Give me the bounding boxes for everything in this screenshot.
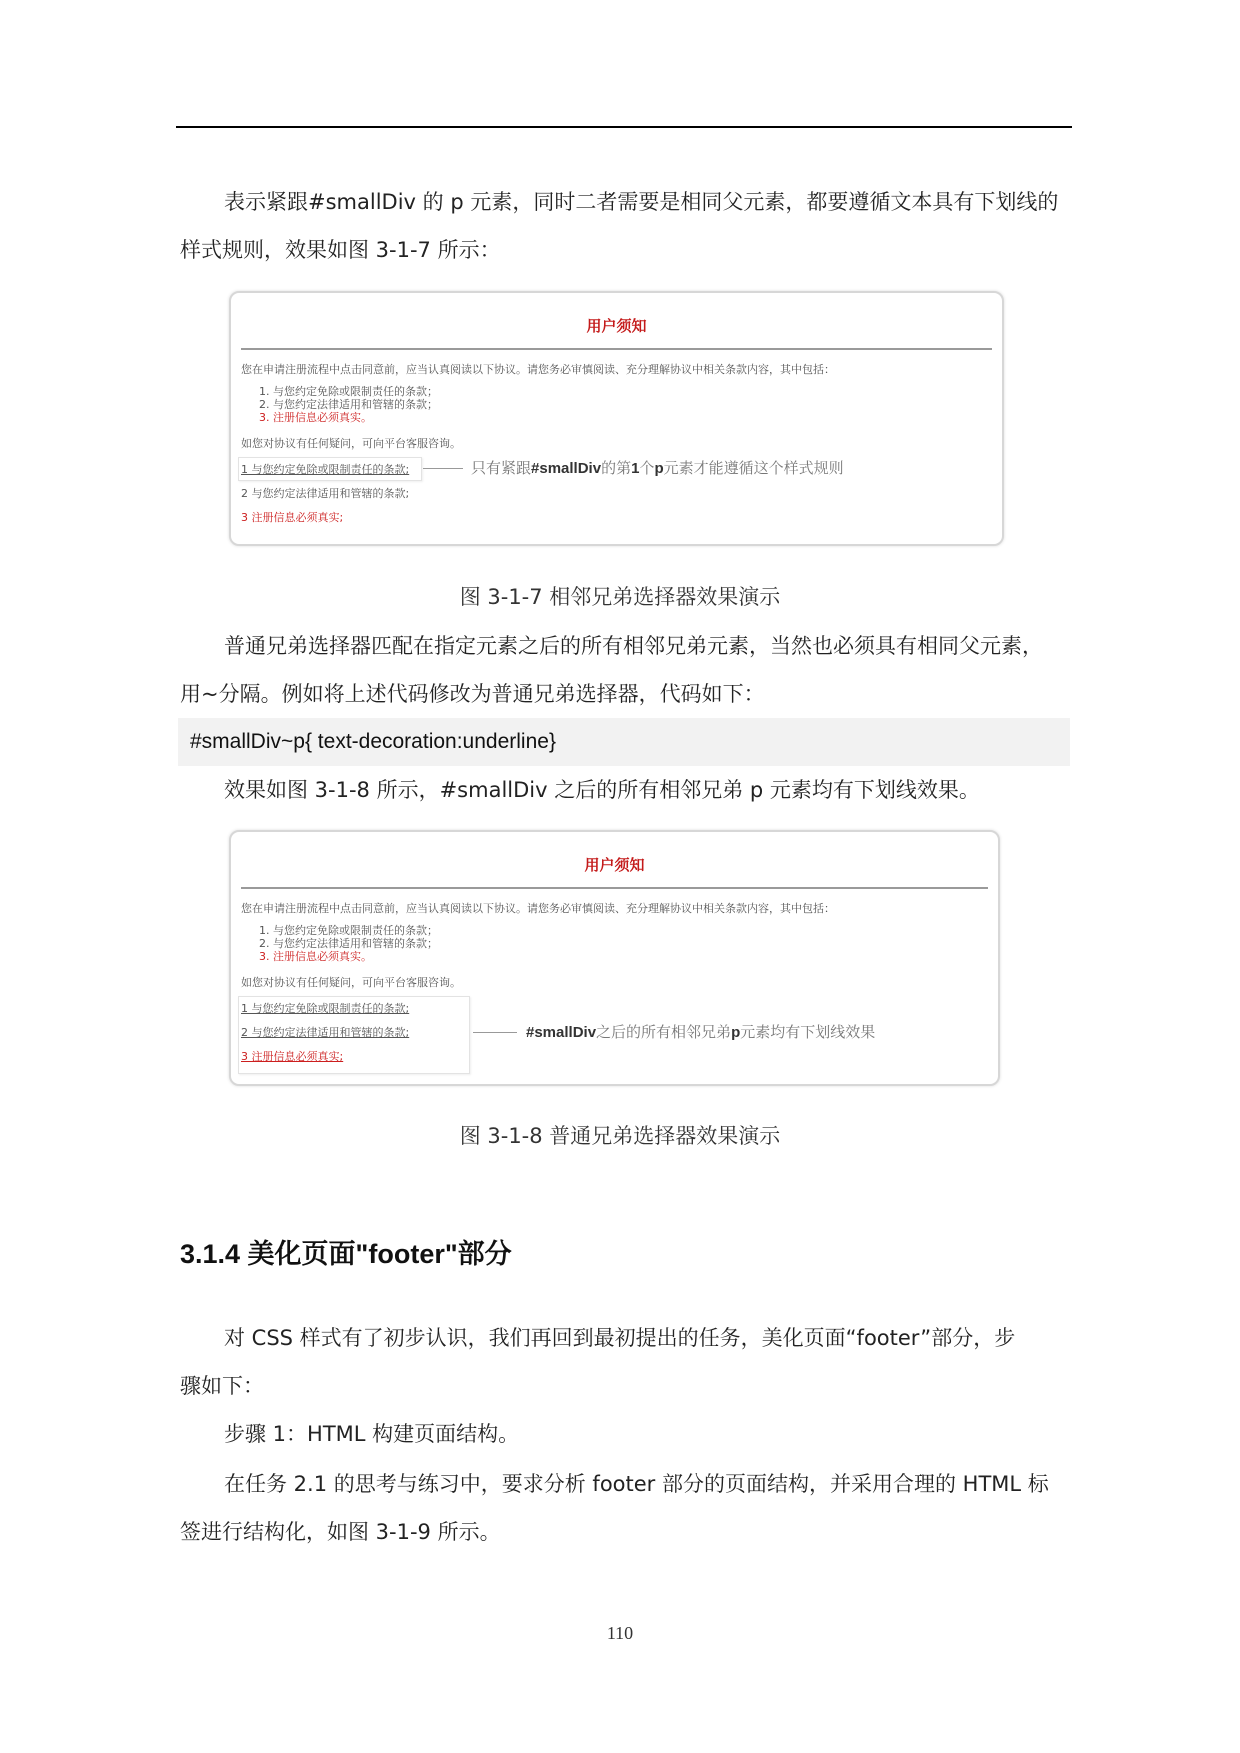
figure-intro: 您在申请注册流程中点击同意前，应当认真阅读以下协议。请您务必审慎阅读、充分理解协议中相关条款内容，其中包括： xyxy=(241,363,835,376)
paragraph-2-line-2: 用~分隔。例如将上述代码修改为普通兄弟选择器，代码如下： xyxy=(180,682,765,706)
sibling-p-3: 3 注册信息必须真实; xyxy=(241,511,344,524)
figure-title-rule xyxy=(241,887,988,889)
paragraph-1-line-1: 表示紧跟#smallDiv 的 p 元素，同时二者需要是相同父元素，都要遵循文本具有下划线的 xyxy=(224,190,1059,214)
paragraph-1-line-2: 样式规则，效果如图 3-1-7 所示： xyxy=(180,238,501,262)
paragraph-2 xyxy=(180,622,1072,718)
annotation-connector xyxy=(423,468,463,469)
figure-ordered-list xyxy=(259,385,438,424)
list-item: 3. 注册信息必须真实。 xyxy=(259,950,372,963)
sibling-p-1: 1 与您约定免除或限制责任的条款; xyxy=(241,463,410,476)
sibling-p-1: 1 与您约定免除或限制责任的条款; xyxy=(241,1002,410,1015)
paragraph-4-line-1: 对 CSS 样式有了初步认识，我们再回到最初提出的任务，美化页面“footer”部分，步 xyxy=(224,1326,1016,1350)
paragraph-6-line-1: 在任务 2.1 的思考与练习中，要求分析 footer 部分的页面结构，并采用合理的 HTML 标 xyxy=(224,1472,1049,1496)
paragraph-2-line-1: 普通兄弟选择器匹配在指定元素之后的所有相邻兄弟元素，当然也必须具有相同父元素， xyxy=(224,634,1043,658)
figure-contact: 如您对协议有任何疑问，可向平台客服咨询。 xyxy=(241,976,461,989)
paragraph-3-line-1: 效果如图 3-1-8 所示，#smallDiv 之后的所有相邻兄弟 p 元素均有下划线效果。 xyxy=(224,778,980,802)
list-item: 1. 与您约定免除或限制责任的条款； xyxy=(259,385,438,398)
list-item: 1. 与您约定免除或限制责任的条款； xyxy=(259,924,438,937)
figure-3-1-7 xyxy=(229,291,1004,546)
figure-ordered-list xyxy=(259,924,438,963)
figure-caption-2: 图 3-1-8 普通兄弟选择器效果演示 xyxy=(459,1124,781,1148)
paragraph-3 xyxy=(180,766,1072,814)
page-number: 110 xyxy=(606,1623,634,1643)
figure-intro: 您在申请注册流程中点击同意前，应当认真阅读以下协议。请您务必审慎阅读、充分理解协议中相关条款内容，其中包括： xyxy=(241,902,835,915)
sibling-p-2: 2 与您约定法律适用和管辖的条款; xyxy=(241,1026,410,1039)
sibling-p-2: 2 与您约定法律适用和管辖的条款; xyxy=(241,487,410,500)
paragraph-5-line-1: 步骤 1：HTML 构建页面结构。 xyxy=(224,1422,520,1446)
paragraph-4-line-2: 骤如下： xyxy=(180,1374,264,1398)
paragraph-1 xyxy=(180,178,1072,274)
figure-annotation: #smallDiv之后的所有相邻兄弟p元素均有下划线效果 xyxy=(526,1023,876,1041)
sibling-p-3: 3 注册信息必须真实; xyxy=(241,1050,344,1063)
header-rule xyxy=(176,126,1072,128)
annotation-connector xyxy=(473,1032,517,1033)
figure-title: 用户须知 xyxy=(586,317,647,335)
list-item: 2. 与您约定法律适用和管辖的条款； xyxy=(259,398,438,411)
paragraph-6-line-2: 签进行结构化，如图 3-1-9 所示。 xyxy=(180,1520,501,1544)
paragraph-4 xyxy=(180,1314,1072,1410)
code-block: #smallDiv~p{ text-decoration:underline} xyxy=(178,718,1070,766)
list-item: 3. 注册信息必须真实。 xyxy=(259,411,372,424)
paragraph-5 xyxy=(180,1410,1072,1458)
paragraph-6 xyxy=(180,1460,1072,1556)
section-heading: 3.1.4 美化页面"footer"部分 xyxy=(180,1239,512,1269)
figure-caption-1: 图 3-1-7 相邻兄弟选择器效果演示 xyxy=(459,585,781,609)
figure-contact: 如您对协议有任何疑问，可向平台客服咨询。 xyxy=(241,437,461,450)
list-item: 2. 与您约定法律适用和管辖的条款； xyxy=(259,937,438,950)
figure-title-rule xyxy=(241,348,992,350)
figure-3-1-8 xyxy=(229,830,1000,1086)
figure-title: 用户须知 xyxy=(584,856,645,874)
figure-annotation: 只有紧跟#smallDiv的第1个p元素才能遵循这个样式规则 xyxy=(471,459,844,477)
